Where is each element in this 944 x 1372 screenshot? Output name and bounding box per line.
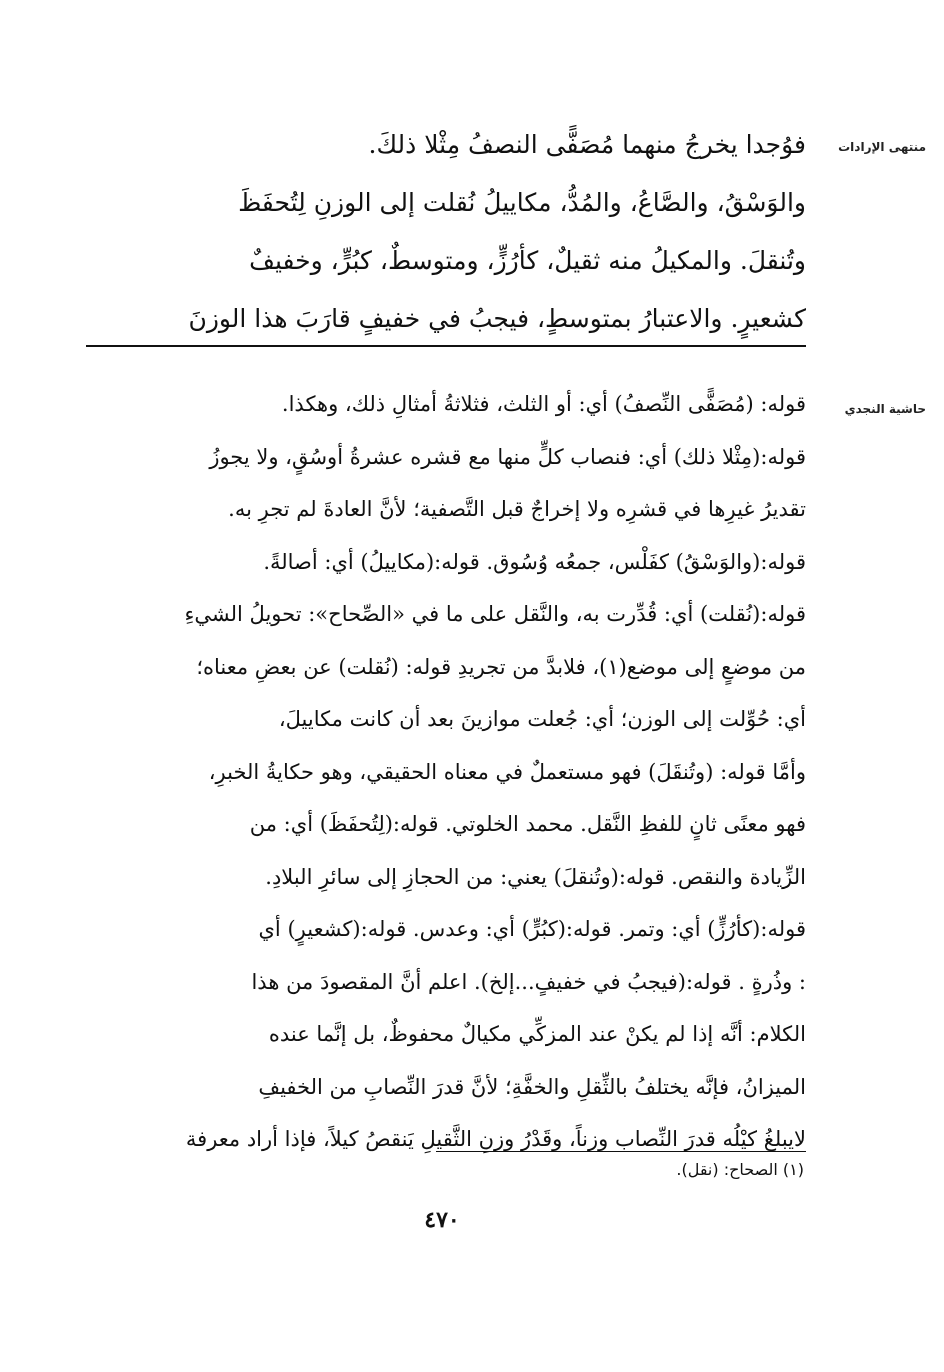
section-divider bbox=[86, 345, 806, 347]
main-text-line: والوَسْقُ، والصَّاعُ، والمُدُّ، مكاييلُ نُقلت إلى الوزنِ لِتُحفَظَ bbox=[238, 188, 806, 217]
page-number: ٤٧٠ bbox=[424, 1207, 460, 1233]
main-text-line: كشعيرٍ. والاعتبارُ بمتوسطٍ، فيجبُ في خفيفٍ قارَبَ هذا الوزنَ bbox=[188, 304, 806, 333]
side-label-commentary: حاشية النجدي bbox=[844, 402, 926, 416]
commentary-line: قوله:(مِثْلا ذلك) أي: فنصاب كلٍّ منها مع قشره عشرةُ أوسُقٍ، ولا يجوزُ bbox=[209, 444, 806, 469]
main-text bbox=[86, 116, 806, 348]
commentary-line: تقديرُ غيرِها في قشرِه ولا إخراجٌ قبل التَّصفية؛ لأنَّ العادةَ لم تجرِ به. bbox=[228, 497, 806, 521]
footnote: (١) الصحاح: (نقل). bbox=[676, 1160, 804, 1179]
commentary-line: لايبلغُ كيْلُه قدرَ النِّصاب وزناً، وقَدْرُ وزنِ الثَّقيلِ يَنقصُ كيلاً، فإذا أراد معرفة bbox=[185, 1127, 806, 1151]
commentary-line: قوله: (مُصَفًّى النِّصفُ) أي: أو الثلث، فثلاثةُ أمثالِ ذلك، وهكذا. bbox=[281, 392, 806, 416]
commentary-line: الميزانُ، فإنَّه يختلفُ بالثِّقلِ والخفَّةِ؛ لأنَّ قدرَ النِّصابِ من الخفيفِ bbox=[258, 1074, 806, 1099]
commentary-line: أي: حُوِّلت إلى الوزن؛ أي: جُعلت موازينَ بعد أن كانت مكاييلَ، bbox=[278, 707, 806, 731]
commentary-line: الزِّيادة والنقص. قوله:(وتُنقلَ) يعني: من الحجازِ إلى سائرِ البلادِ. bbox=[265, 864, 806, 889]
side-label-main-text: منتهى الإرادات bbox=[838, 140, 926, 154]
commentary-line: : وذُرةٍ . قوله:(فيجبُ في خفيفٍ...إلخ). اعلم أنَّ المقصودَ من هذا bbox=[251, 969, 806, 994]
commentary-line: فهو معنًى ثانٍ للفظِ النَّقل. محمد الخلوتي. قوله:(لِتُحفَظَ) أي: من bbox=[249, 812, 806, 836]
commentary-line: من موضعٍ إلى موضع(١)، فلابدَّ من تجريدِ قوله: (نُقلت) عن بعضِ معناه؛ bbox=[196, 654, 806, 679]
commentary-line: قوله:(والوَسْقُ) كفَلْس، جمعُه وُسُوق. قوله:(مكاييلُ) أي: أصالةً. bbox=[263, 549, 806, 574]
commentary-line: قوله:(كأرُزٍّ) أي: وتمر. قوله:(كبُرٍّ) أي: وعدس. قوله:(كشعيرٍ) أي bbox=[258, 917, 806, 941]
commentary-line: الكلام: أنَّه إذا لم يكنْ عند المزكِّي مكيالٌ محفوظٌ، بل إنَّما عنده bbox=[268, 1022, 806, 1046]
commentary-line: قوله:(نُقلت) أي: قُدِّرت به، والنَّقل على ما في «الصِّحاح»: تحويلُ الشيءِ bbox=[184, 602, 806, 626]
commentary-text bbox=[86, 378, 806, 1166]
commentary-line: وأمَّا قوله: (وتُنقَلَ) فهو مستعملٌ في معناه الحقيقي، وهو حكايةُ الخبرِ، bbox=[208, 759, 806, 784]
main-text-line: فوُجدا يخرجُ منهما مُصَفًّى النصفُ مِثْلا ذلكَ. bbox=[368, 130, 806, 159]
footnote-divider bbox=[436, 1151, 806, 1152]
main-text-line: وتُنقلَ. والمكيلُ منه ثقيلٌ، كأرُزٍّ، ومتوسطٌ، كبُرٍّ، وخفيفٌ bbox=[249, 246, 806, 275]
